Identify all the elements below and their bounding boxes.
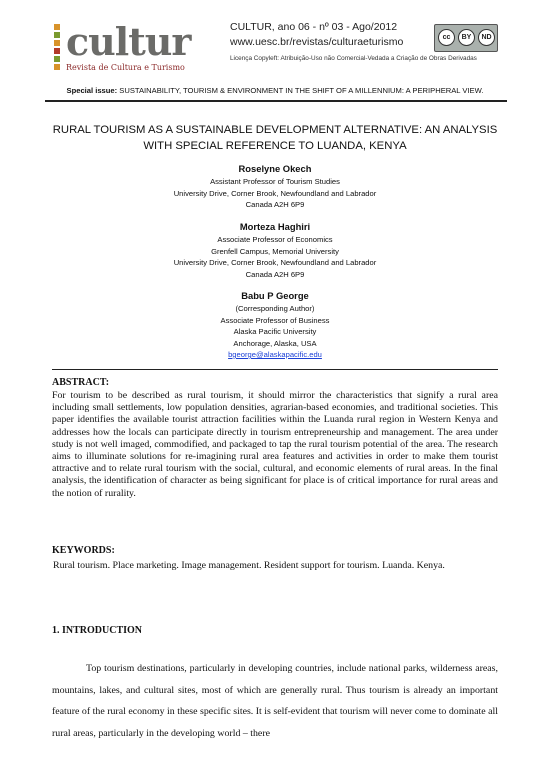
- introduction-heading: 1. INTRODUCTION: [52, 625, 143, 636]
- author-block: [0, 289, 550, 361]
- logo-square-icon: [54, 56, 60, 62]
- author-affiliation: University Drive, Corner Brook, Newfoundland and Labrador: [173, 188, 377, 198]
- author-block: [0, 220, 550, 280]
- author-email-link[interactable]: bgeorge@alaskapacific.edu: [228, 350, 322, 359]
- journal-header: [52, 18, 498, 78]
- special-issue-line: [0, 86, 550, 95]
- logo-wordmark: cultur: [66, 19, 191, 64]
- logo-square-icon: [54, 24, 60, 30]
- author-affiliation: Associate Professor of Economics: [217, 235, 333, 244]
- author-affiliation: University Drive, Corner Brook, Newfoundland and Labrador: [173, 258, 377, 267]
- article-title: [40, 122, 510, 154]
- abstract-text: For tourism to be described as rural tourism, it should mirror the characteristics that signify a rural area including small settlements, low population densities, agrarian-based economies, and traditional societies. This paper identifies the available tourist attraction facilities within the Luanda rural region in Western Kenya and addresses how the locals can participate directly in tourism entrepreneurship and management. The area under study is not well imaged, commodified, and packaged to tap the rural tourism potential of the area. The research aims to illuminate solutions for re-imagining rural area features and activities in order to make them tourist attractive and to relate rural tourism with the social, cultural, and economic elements of rural areas. In the final analysis, the identification of character as being significant for place is of critical importance for rural areas and the notion of rurality.: [52, 390, 498, 499]
- cc-icon: cc: [438, 29, 455, 46]
- journal-url[interactable]: www.uesc.br/revistas/culturaeturismo: [230, 36, 404, 48]
- special-issue-text: SUSTAINABILITY, TOURISM & ENVIRONMENT IN THE SHIFT OF A MILLENNIUM: A PERIPHERAL VIEW.: [119, 86, 484, 95]
- abstract-heading: ABSTRACT:: [52, 377, 110, 388]
- license-text: Licença Copyleft: Atribuição-Uso não Comercial-Vedada a Criação de Obras Derivadas: [230, 55, 477, 62]
- journal-info: [230, 20, 498, 62]
- issue-line: CULTUR, ano 06 - nº 03 - Ago/2012: [230, 21, 398, 33]
- logo-square-icon: [54, 32, 60, 38]
- keywords-text: Rural tourism. Place marketing. Image management. Resident support for tourism. Luanda. Kenya.: [53, 560, 445, 571]
- author-affiliation: Associate Professor of Business: [220, 315, 330, 325]
- author-affiliation: (Corresponding Author): [235, 304, 315, 313]
- author-affiliation: Anchorage, Alaska, USA: [233, 338, 317, 348]
- special-issue-label: Special issue:: [66, 86, 118, 95]
- author-affiliation: Alaska Pacific University: [233, 327, 317, 336]
- author-affiliation: Canada A2H 6P9: [245, 200, 305, 209]
- introduction-text: Top tourism destinations, particularly in developing countries, include national parks, wilderness areas, mountains, lakes, and cultural sites, most of which are generally rural. Thus tourism is already an important feature of the rural economy in these specific sites. It is self-evident that tourism will never come to dominate all rural areas, particularly in the developing world – there: [52, 663, 498, 739]
- keywords-heading: KEYWORDS:: [52, 545, 115, 556]
- title-line-2: WITH SPECIAL REFERENCE TO LUANDA, KENYA: [143, 140, 407, 152]
- author-name: Roselyne Okech: [238, 163, 312, 174]
- noderivatives-icon: ND: [478, 29, 495, 46]
- author-affiliation: Assistant Professor of Tourism Studies: [210, 177, 340, 186]
- logo-subtitle: Revista de Cultura e Turismo: [66, 63, 185, 72]
- abstract-divider: [52, 369, 498, 370]
- cultur-logo: [52, 18, 232, 78]
- logo-square-icon: [54, 64, 60, 70]
- logo-square-icon: [54, 40, 60, 46]
- creative-commons-badge[interactable]: [434, 24, 498, 52]
- author-affiliation: Canada A2H 6P9: [245, 269, 305, 279]
- author-affiliation: Grenfell Campus, Memorial University: [211, 246, 339, 256]
- title-line-1: RURAL TOURISM AS A SUSTAINABLE DEVELOPMENT ALTERNATIVE: AN ANALYSIS: [52, 124, 498, 136]
- author-block: [0, 162, 550, 211]
- author-name: Morteza Haghiri: [239, 221, 311, 232]
- attribution-icon: BY: [458, 29, 475, 46]
- logo-square-icon: [54, 48, 60, 54]
- author-name: Babu P George: [241, 290, 309, 301]
- header-divider: [45, 100, 507, 102]
